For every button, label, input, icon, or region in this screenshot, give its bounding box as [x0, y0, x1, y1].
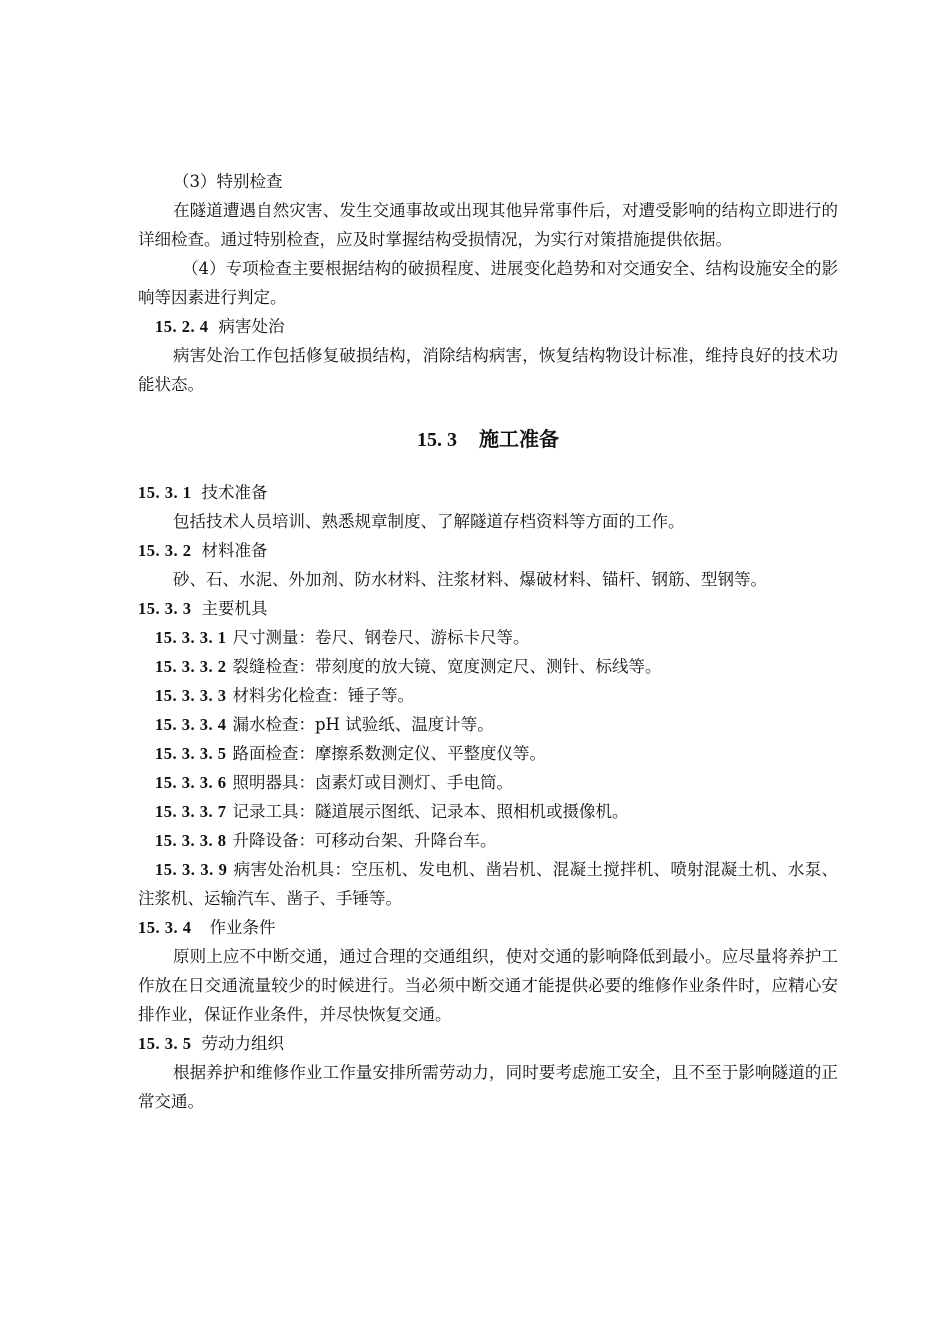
document-body	[138, 167, 838, 1116]
paragraph-15-3-4: 原则上应不中断交通，通过合理的交通组织，使对交通的影响降低到最小。应尽量将养护工作放在日交通流量较少的时候进行。当必须中断交通才能提供必要的维修作业条件时，应精心安排作业，保证作业条件，并尽快恢复交通。	[138, 947, 838, 1024]
section-title-text: 施工准备	[479, 427, 559, 451]
heading-15-2-4	[138, 312, 838, 341]
tool-item	[138, 681, 838, 710]
tool-item	[138, 623, 838, 652]
tool-item	[138, 652, 838, 681]
heading-number: 15. 3. 2	[138, 541, 192, 560]
heading-number: 15. 3. 3	[138, 599, 192, 618]
heading-title: 病害处治	[218, 317, 285, 336]
paragraph-15-3-1: 包括技术人员培训、熟悉规章制度、了解隧道存档资料等方面的工作。	[173, 512, 685, 531]
paragraph-15-3-2: 砂、石、水泥、外加剂、防水材料、注浆材料、爆破材料、锚杆、钢筋、型钢等。	[173, 570, 767, 589]
tool-text: 照明器具：卤素灯或目测灯、手电筒。	[232, 773, 513, 792]
heading-title: 材料准备	[201, 541, 268, 560]
heading-title: 作业条件	[209, 918, 276, 937]
tool-number: 15. 3. 3. 4	[155, 715, 227, 734]
item-3-title: （3）特别检查	[173, 172, 283, 191]
heading-number: 15. 2. 4	[155, 317, 209, 336]
tool-item	[138, 768, 838, 797]
heading-number: 15. 3. 1	[138, 483, 192, 502]
tool-number: 15. 3. 3. 5	[155, 744, 227, 763]
heading-title: 技术准备	[201, 483, 268, 502]
tool-number: 15. 3. 3. 6	[155, 773, 227, 792]
tool-item	[138, 855, 838, 913]
heading-15-3-3	[138, 594, 838, 623]
heading-15-3-1	[138, 478, 838, 507]
tool-number: 15. 3. 3. 7	[155, 802, 227, 821]
tool-text: 病害处治机具：空压机、发电机、凿岩机、混凝土搅拌机、喷射混凝土机、水泵、注浆机、运输汽车、凿子、手锤等。	[138, 860, 839, 908]
tool-number: 15. 3. 3. 1	[155, 628, 227, 647]
tool-item	[138, 710, 838, 739]
tool-text: 记录工具：隧道展示图纸、记录本、照相机或摄像机。	[232, 802, 629, 821]
heading-title: 劳动力组织	[201, 1034, 284, 1053]
tool-text: 尺寸测量：卷尺、钢卷尺、游标卡尺等。	[232, 628, 530, 647]
heading-number: 15. 3. 5	[138, 1034, 192, 1053]
tool-number: 15. 3. 3. 9	[155, 860, 228, 879]
tool-number: 15. 3. 3. 8	[155, 831, 227, 850]
tool-text: 升降设备：可移动台架、升降台车。	[232, 831, 497, 850]
heading-15-3-2	[138, 536, 838, 565]
tool-item	[138, 739, 838, 768]
heading-15-3-4	[138, 913, 838, 942]
item-3-body: 在隧道遭遇自然灾害、发生交通事故或出现其他异常事件后，对遭受影响的结构立即进行的详细检查。通过特别检查，应及时掌握结构受损情况，为实行对策措施提供依据。	[138, 201, 838, 249]
tool-text: 材料劣化检查：锤子等。	[232, 686, 414, 705]
tool-text: 漏水检查：pH 试验纸、温度计等。	[232, 715, 494, 734]
heading-15-3-5	[138, 1029, 838, 1058]
tool-text: 裂缝检查：带刻度的放大镜、宽度测定尺、测针、标线等。	[232, 657, 662, 676]
tool-item	[138, 826, 838, 855]
section-number: 15. 3	[417, 429, 457, 451]
heading-title: 主要机具	[201, 599, 268, 618]
tool-item	[138, 797, 838, 826]
heading-number: 15. 3. 4	[138, 918, 192, 937]
section-title-15-3	[138, 423, 838, 456]
tool-text: 路面检查：摩擦系数测定仪、平整度仪等。	[232, 744, 546, 763]
paragraph-15-2-4: 病害处治工作包括修复破损结构，消除结构病害，恢复结构物设计标准，维持良好的技术功能状态。	[138, 346, 838, 394]
tool-number: 15. 3. 3. 3	[155, 686, 227, 705]
paragraph-15-3-5: 根据养护和维修作业工作量安排所需劳动力，同时要考虑施工安全，且不至于影响隧道的正常交通。	[138, 1063, 838, 1111]
tool-number: 15. 3. 3. 2	[155, 657, 227, 676]
item-4-body: （4）专项检查主要根据结构的破损程度、进展变化趋势和对交通安全、结构设施安全的影响等因素进行判定。	[138, 259, 838, 307]
